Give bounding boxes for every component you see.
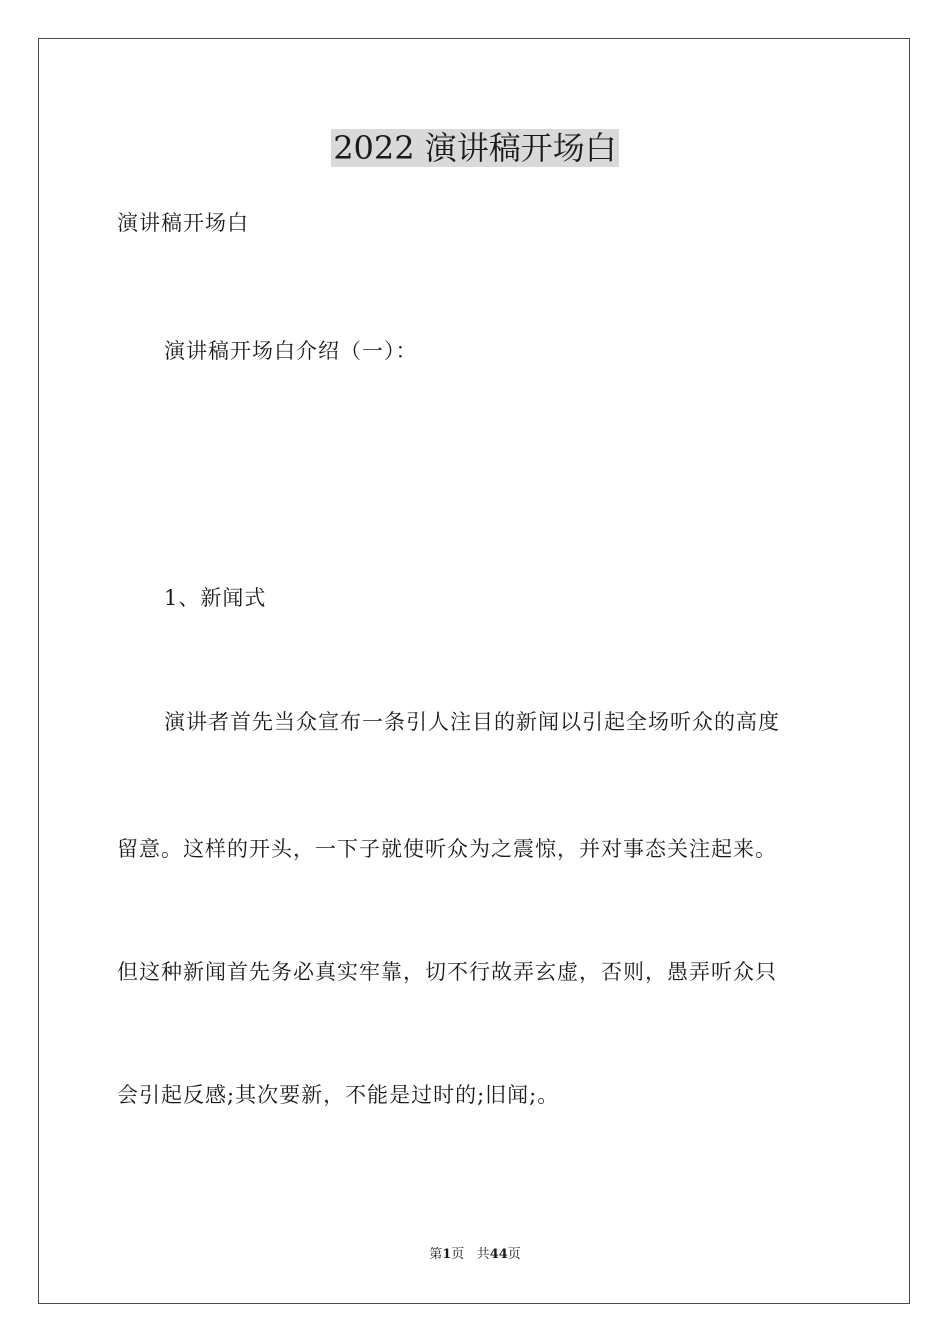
document-subtitle: 演讲稿开场白: [117, 211, 249, 235]
footer-page-suffix: 页: [451, 1247, 465, 1262]
footer-page-number: 1: [442, 1247, 452, 1262]
paragraph-line: 演讲者首先当众宣布一条引人注目的新闻以引起全场听众的高度: [164, 710, 780, 734]
footer-total-pages: 44: [489, 1247, 508, 1262]
paragraph-line: 但这种新闻首先务必真实牢靠，切不行故弄玄虚，否则，愚弄听众只: [117, 960, 777, 984]
paragraph-line: 会引起反感;其次要新，不能是过时的;旧闻;。: [117, 1083, 560, 1107]
document-title: [0, 126, 950, 170]
document-title-text: 2022 演讲稿开场白: [333, 129, 617, 167]
footer-total-prefix: 共: [476, 1247, 490, 1262]
footer-total-suffix: 页: [507, 1247, 521, 1262]
section-heading: 演讲稿开场白介绍（一）：: [164, 339, 418, 363]
footer-page-prefix: 第: [429, 1247, 443, 1262]
page-footer: [0, 1246, 950, 1264]
paragraph-line: 留意。这样的开头，一下子就使听众为之震惊，并对事态关注起来。: [117, 837, 777, 861]
item-heading: 1、新闻式: [164, 586, 267, 610]
